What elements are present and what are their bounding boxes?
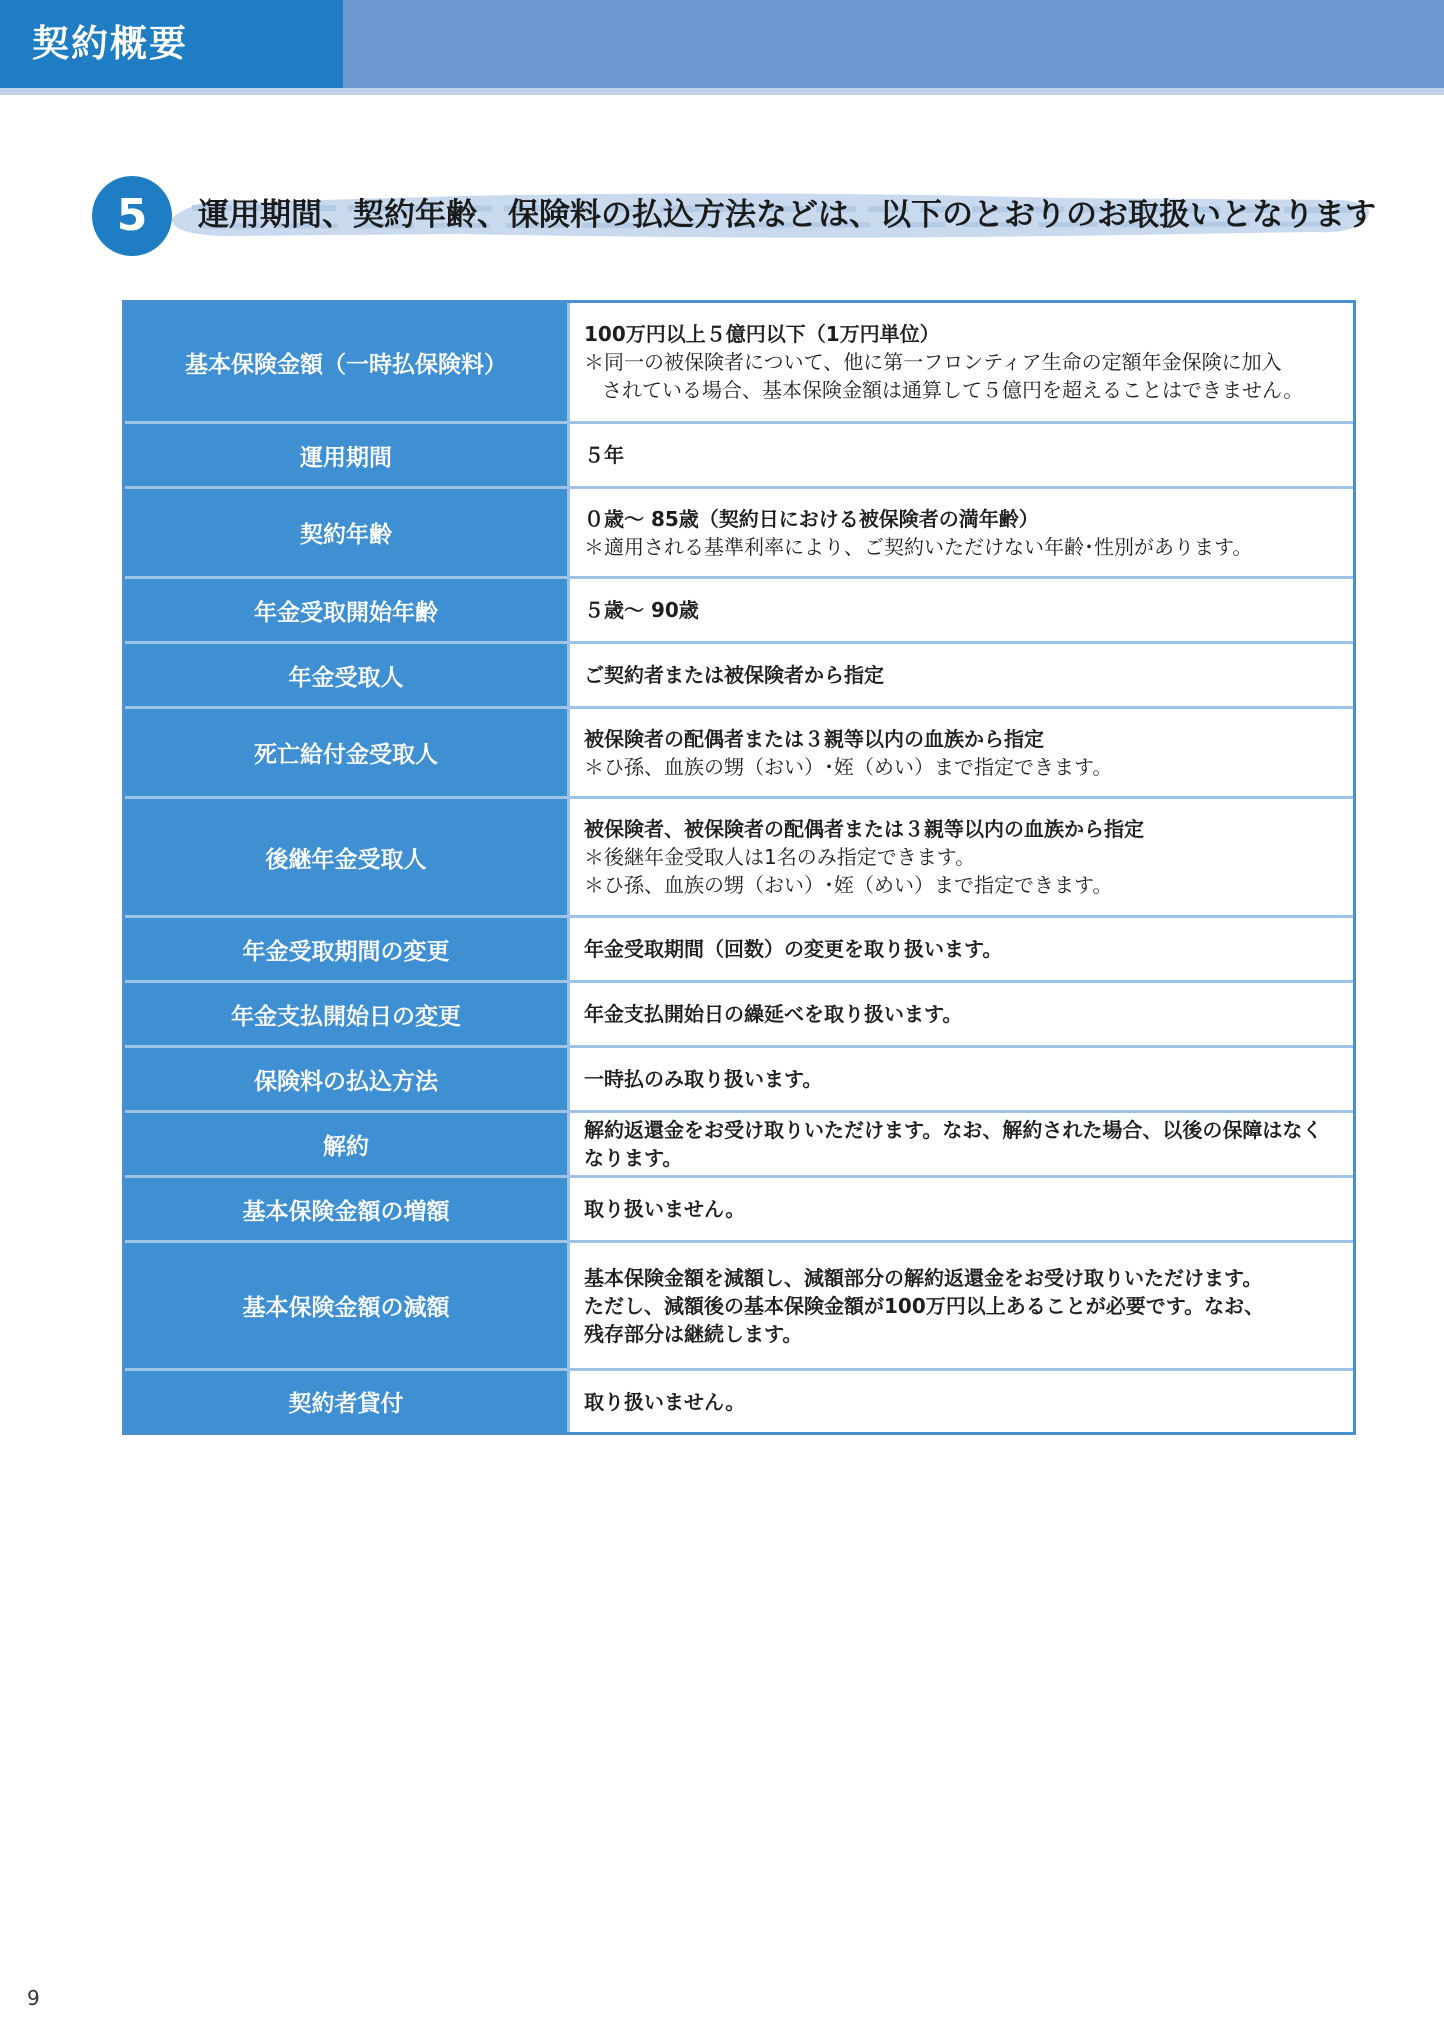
table-row — [125, 1110, 1353, 1175]
row-value — [570, 1178, 1353, 1240]
table-row — [125, 303, 1353, 421]
row-value-main: 年金受取期間（回数）の変更を取り扱います。 — [584, 937, 1003, 961]
row-value-main: ０歳～ 85歳（契約日における被保険者の満年齢） — [584, 506, 1039, 531]
row-label: 後継年金受取人 — [125, 799, 570, 915]
row-value-main: ５歳～ 90歳 — [584, 598, 699, 622]
row-value — [570, 644, 1353, 706]
row-value-main: ご契約者または被保険者から指定 — [584, 663, 884, 687]
section-title: 運用期間、契約年齢、保険料の払込方法などは、以下のとおりのお取扱いとなります — [198, 197, 1376, 233]
row-value-main: 一時払のみ取り扱います。 — [584, 1067, 823, 1091]
row-value — [570, 983, 1353, 1045]
table-row — [125, 1368, 1353, 1432]
row-label: 基本保険金額（一時払保険料） — [125, 303, 570, 421]
row-value-note: ＊後継年金受取人は1名のみ指定できます。 — [584, 845, 976, 869]
row-value-main: 取り扱いません。 — [584, 1389, 746, 1414]
row-value-main: ただし、減額後の基本保険金額が100万円以上あることが必要です。なお、 — [584, 1293, 1265, 1318]
page-number: 9 — [27, 1986, 40, 2010]
section-number-badge: 5 — [92, 176, 172, 256]
row-value-note: ＊ひ孫、血族の甥（おい）･姪（めい）まで指定できます。 — [584, 754, 1113, 779]
row-value-note: ＊適用される基準利率により、ご契約いただけない年齢･性別があります。 — [584, 534, 1253, 559]
row-value — [570, 709, 1353, 796]
row-value — [570, 918, 1353, 980]
header-divider — [0, 88, 1444, 95]
row-value-main: 年金支払開始日の繰延べを取り扱います。 — [584, 1002, 963, 1026]
row-value-main: 100万円以上５億円以下（1万円単位） — [584, 322, 940, 346]
row-value — [570, 579, 1353, 641]
table-row — [125, 486, 1353, 576]
table-row — [125, 641, 1353, 706]
row-label: 運用期間 — [125, 424, 570, 486]
table-row — [125, 1045, 1353, 1110]
table-row — [125, 1175, 1353, 1240]
row-value — [570, 489, 1353, 576]
row-value-main: ５年 — [584, 443, 624, 467]
row-label: 契約者貸付 — [125, 1371, 570, 1432]
row-value-note: ＊ひ孫、血族の甥（おい）･姪（めい）まで指定できます。 — [584, 873, 1113, 897]
row-value-main: 残存部分は継続します。 — [584, 1321, 803, 1346]
table-row — [125, 915, 1353, 980]
row-label: 死亡給付金受取人 — [125, 709, 570, 796]
contract-terms-table — [122, 300, 1356, 1435]
row-value — [570, 1371, 1353, 1432]
row-value-note: されている場合、基本保険金額は通算して５億円を超えることはできません。 — [602, 378, 1304, 402]
row-value-main: 基本保険金額を減額し、減額部分の解約返還金をお受け取りいただけます。 — [584, 1265, 1263, 1290]
row-label: 年金支払開始日の変更 — [125, 983, 570, 1045]
row-label: 年金受取人 — [125, 644, 570, 706]
row-value-note: ＊同一の被保険者について、他に第一フロンティア生命の定額年金保険に加入 — [584, 350, 1282, 374]
row-label: 基本保険金額の増額 — [125, 1178, 570, 1240]
row-value — [570, 799, 1353, 915]
table-row — [125, 796, 1353, 915]
row-label: 解約 — [125, 1113, 570, 1175]
section-heading — [92, 176, 1382, 256]
table-row — [125, 980, 1353, 1045]
table-row — [125, 576, 1353, 641]
row-value — [570, 1048, 1353, 1110]
row-label: 契約年齢 — [125, 489, 570, 576]
row-label: 年金受取期間の変更 — [125, 918, 570, 980]
row-value-main: 取り扱いません。 — [584, 1197, 746, 1221]
table-row — [125, 421, 1353, 486]
row-label: 保険料の払込方法 — [125, 1048, 570, 1110]
row-label: 基本保険金額の減額 — [125, 1243, 570, 1368]
row-value-main: 被保険者、被保険者の配偶者または３親等以内の血族から指定 — [584, 817, 1144, 841]
row-label: 年金受取開始年齢 — [125, 579, 570, 641]
row-value — [570, 1113, 1353, 1175]
row-value-main: 解約返還金をお受け取りいただけます。なお、解約された場合、以後の保障はなくなります。 — [584, 1118, 1323, 1170]
row-value — [570, 303, 1353, 421]
row-value — [570, 1243, 1353, 1368]
table-row — [125, 1240, 1353, 1368]
row-value-main: 被保険者の配偶者または３親等以内の血族から指定 — [584, 726, 1044, 751]
row-value — [570, 424, 1353, 486]
page-title: 契約概要 — [32, 22, 188, 65]
table-row — [125, 706, 1353, 796]
